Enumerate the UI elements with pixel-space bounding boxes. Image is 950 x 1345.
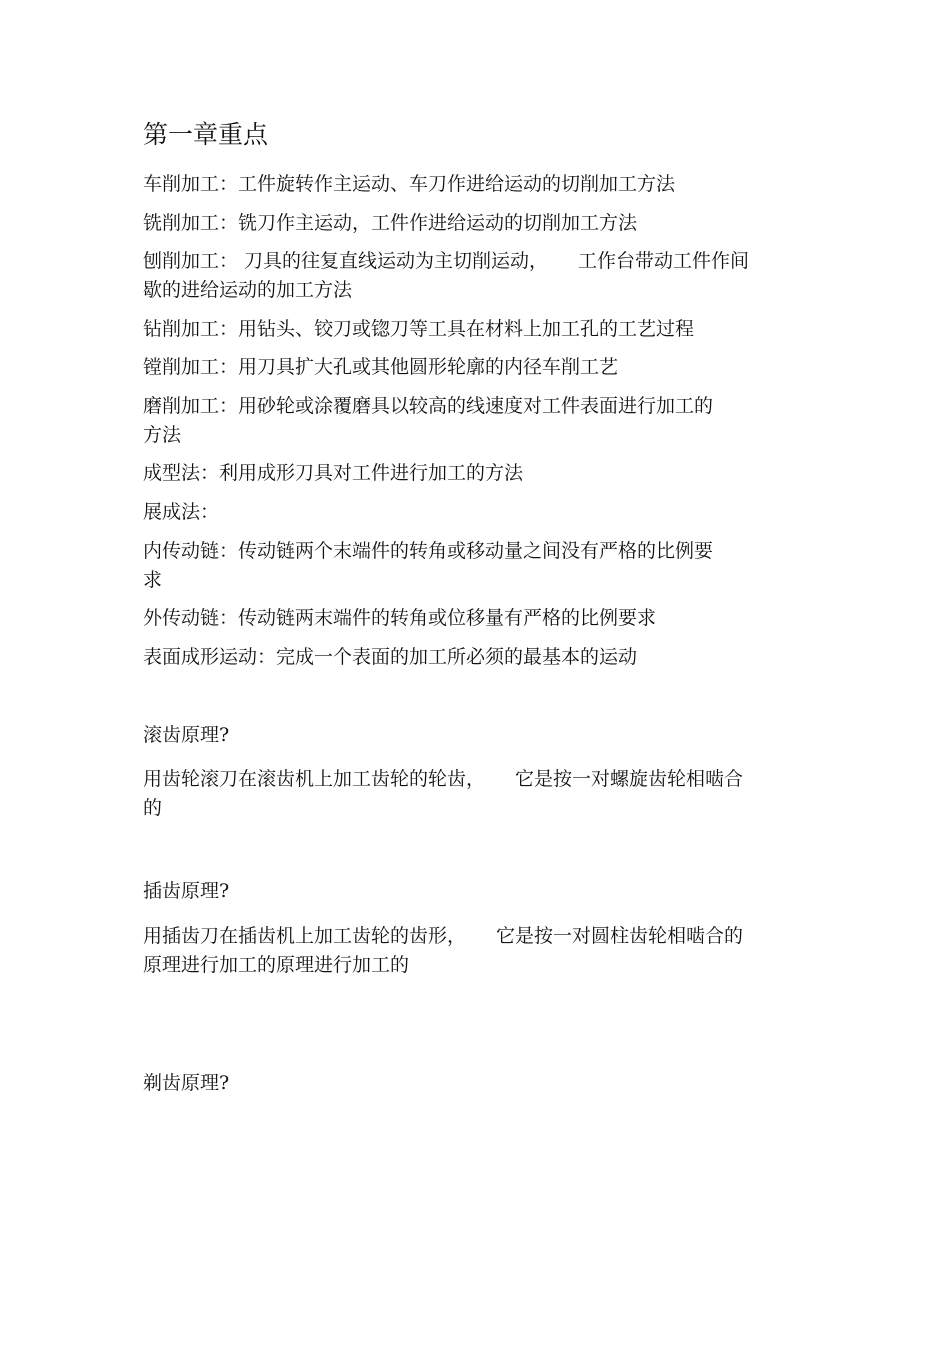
definition-turning: 车削加工：工件旋转作主运动、车刀作进给运动的切削加工方法 <box>143 173 676 195</box>
definition-external-chain: 外传动链：传动链两末端件的转角或位移量有严格的比例要求 <box>143 607 657 629</box>
definition-planing <box>143 247 803 276</box>
answer-shaping-cont: 原理进行加工的原理进行加工的 <box>143 954 410 976</box>
answer-shaping-part2: 它是按一对圆柱齿轮相啮合的 <box>496 925 744 947</box>
definition-surface-motion: 表面成形运动：完成一个表面的加工所必须的最基本的运动 <box>143 646 638 668</box>
answer-hobbing-part1: 用齿轮滚刀在滚齿机上加工齿轮的轮齿， <box>143 768 486 790</box>
definition-milling: 铣削加工：铣刀作主运动，工件作进给运动的切削加工方法 <box>143 212 638 234</box>
definition-planing-cont: 歇的进给运动的加工方法 <box>143 279 353 301</box>
definition-grinding-cont: 方法 <box>143 424 182 446</box>
definition-forming: 成型法：利用成形刀具对工件进行加工的方法 <box>143 462 524 484</box>
definition-planing-part1: 刨削加工： 刀具的往复直线运动为主切削运动， <box>143 250 549 272</box>
answer-shaping <box>143 922 803 951</box>
answer-hobbing-cont: 的 <box>143 797 163 819</box>
page-title: 第一章重点 <box>143 120 269 149</box>
definition-internal-chain-cont: 求 <box>143 569 163 591</box>
question-shaving: 剃齿原理? <box>143 1072 230 1094</box>
question-hobbing: 滚齿原理? <box>143 724 230 746</box>
definition-grinding: 磨削加工：用砂轮或涂覆磨具以较高的线速度对工件表面进行加工的 <box>143 395 714 417</box>
question-shaping: 插齿原理? <box>143 880 230 902</box>
answer-shaping-part1: 用插齿刀在插齿机上加工齿轮的齿形， <box>143 925 467 947</box>
answer-hobbing-part2: 它是按一对螺旋齿轮相啮合 <box>515 768 744 790</box>
definition-drilling: 钻削加工：用钻头、铰刀或锪刀等工具在材料上加工孔的工艺过程 <box>143 318 695 340</box>
definition-generating: 展成法： <box>143 501 220 523</box>
definition-internal-chain: 内传动链：传动链两个末端件的转角或移动量之间没有严格的比例要 <box>143 540 714 562</box>
answer-hobbing <box>143 765 803 794</box>
definition-planing-part2: 工作台带动工件作间 <box>578 250 750 272</box>
definition-boring: 镗削加工：用刀具扩大孔或其他圆形轮廓的内径车削工艺 <box>143 356 619 378</box>
